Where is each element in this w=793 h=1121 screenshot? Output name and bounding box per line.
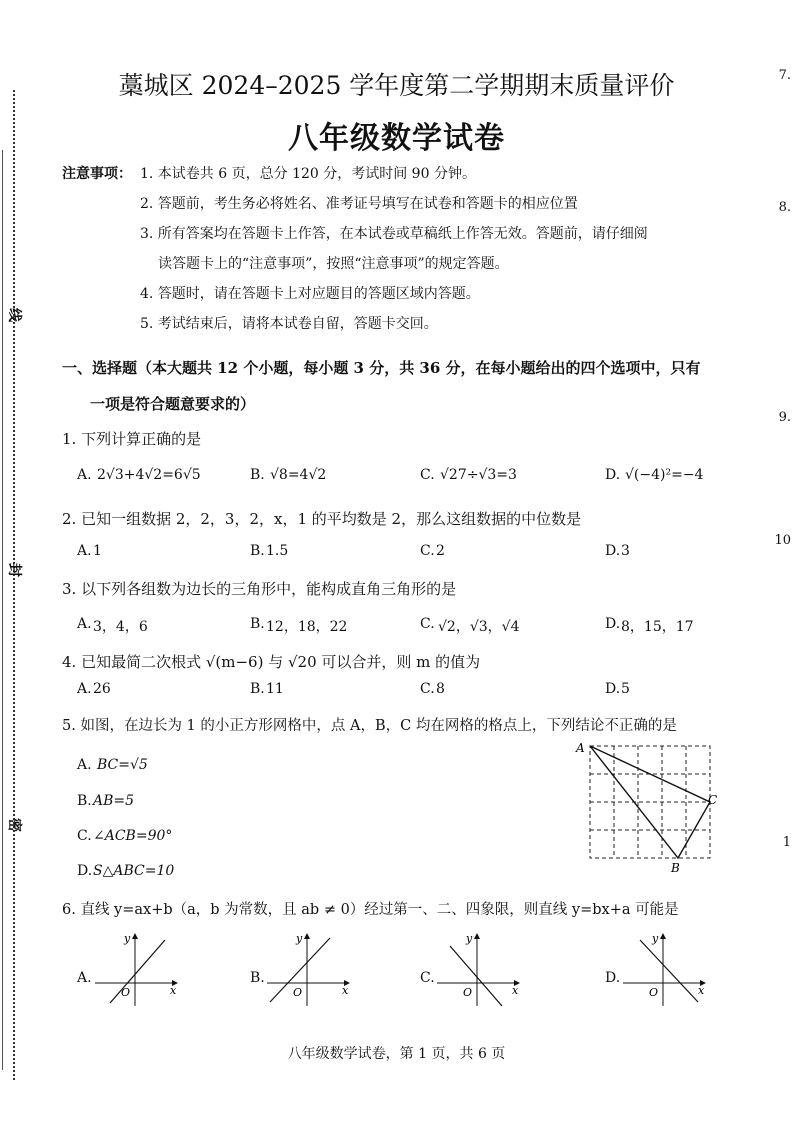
question-stem: 2. 已知一组数据 2，2，3，2，x，1 的平均数是 2，那么这组数据的中位数是 (62, 510, 582, 528)
option-text: 1 (93, 543, 102, 559)
option-label: D. (605, 970, 621, 986)
option-text: ∠ACB=90° (93, 828, 173, 844)
svg-text:O: O (121, 986, 131, 999)
option-text: 3 (621, 543, 630, 559)
note-item: 3. 所有答案均在答题卡上作答，在本试卷或草稿纸上作答无效。答题前，请仔细阅 (140, 226, 648, 242)
svg-text:O: O (463, 986, 473, 999)
page-footer: 八年级数学试卷，第 1 页，共 6 页 (287, 1046, 506, 1062)
option-label: B. (250, 616, 265, 632)
option-text: AB=5 (93, 793, 135, 809)
option-a-graph (90, 928, 185, 1008)
option-text: 12，18，22 (266, 619, 348, 635)
option-text: BC=√5 (97, 757, 148, 773)
option-text: √27÷√3=3 (440, 467, 517, 483)
option-label: C. (420, 543, 435, 559)
option-text: 5 (621, 681, 630, 697)
point-b-label: B (671, 861, 680, 875)
right-margin-number: 1 (782, 835, 791, 850)
option-d-graph (618, 928, 713, 1008)
question-stem: 1. 下列计算正确的是 (62, 430, 202, 448)
option-label: A. (77, 757, 92, 773)
question-stem: 6. 直线 y=ax+b（a，b 为常数，且 ab ≠ 0）经过第一、二、四象限，则直线 y=bx+a 可能是 (62, 902, 679, 918)
section-heading: 一、选择题（本大题共 12 个小题，每小题 3 分，共 36 分，在每小题给出的四个选项中，只有 (62, 359, 701, 377)
svg-text:y: y (296, 932, 303, 945)
option-text: 2 (436, 543, 445, 559)
section-heading-cont: 一项是符合题意要求的） (90, 395, 256, 413)
point-a-label: A (576, 741, 585, 755)
exam-subtitle: 八年级数学试卷 (288, 121, 505, 156)
question-stem: 3. 以下列各组数为边长的三角形中，能构成直角三角形的是 (62, 580, 457, 598)
note-item: 1. 本试卷共 6 页，总分 120 分，考试时间 90 分钟。 (140, 166, 476, 182)
option-text: 1.5 (266, 543, 289, 559)
note-item: 4. 答题时，请在答题卡上对应题目的答题区域内答题。 (140, 286, 480, 302)
option-label: B. (250, 467, 265, 483)
svg-text:x: x (698, 984, 705, 997)
option-text: 3，4，6 (93, 619, 148, 635)
svg-text:O: O (649, 986, 659, 999)
triangle-grid-figure (570, 738, 730, 878)
option-c-graph (432, 928, 527, 1008)
svg-text:x: x (512, 984, 519, 997)
option-text: 11 (266, 681, 284, 697)
option-text: S△ABC=10 (93, 863, 175, 879)
point-c-label: C (708, 793, 718, 807)
option-label: C. (420, 467, 435, 483)
binding-char-mi: 密 (6, 818, 22, 832)
page-edge-line (2, 150, 3, 1070)
option-text: √2，√3，√4 (438, 619, 520, 635)
option-label: B. (250, 543, 265, 559)
option-label: B. (250, 681, 265, 697)
option-label: C. (420, 616, 435, 632)
option-label: A. (77, 467, 92, 483)
svg-text:y: y (652, 932, 659, 945)
question-stem: 4. 已知最简二次根式 √(m−6) 与 √20 可以合并，则 m 的值为 (62, 653, 481, 671)
svg-text:y: y (466, 932, 473, 945)
option-label: A. (77, 681, 92, 697)
svg-text:x: x (342, 984, 349, 997)
option-label: C. (77, 828, 92, 844)
exam-title: 藁城区 2024–2025 学年度第二学期期末质量评价 (118, 71, 675, 100)
option-label: D. (605, 543, 621, 559)
notes-heading: 注意事项： (62, 166, 132, 182)
option-text: 8 (436, 681, 445, 697)
question-stem: 5. 如图，在边长为 1 的小正方形网格中，点 A，B，C 均在网格的格点上，下列结论不正确的是 (62, 718, 677, 734)
svg-text:x: x (170, 984, 177, 997)
binding-char-xian: 线 (6, 308, 22, 322)
option-text: 26 (93, 681, 111, 697)
option-label: B. (77, 793, 92, 809)
option-b-graph (262, 928, 357, 1008)
option-label: D. (605, 467, 621, 483)
note-item: 2. 答题前，考生务必将姓名、准考证号填写在试卷和答题卡的相应位置 (140, 196, 578, 212)
option-text: √(−4)²=−4 (625, 467, 704, 483)
option-label: A. (77, 970, 92, 986)
option-label: D. (77, 863, 93, 879)
option-label: B. (250, 970, 265, 986)
svg-text:O: O (293, 986, 303, 999)
option-text: √8=4√2 (270, 467, 327, 483)
right-margin-number: 9. (778, 410, 791, 425)
option-text: 2√3+4√2=6√5 (97, 467, 201, 483)
binding-dotted-line (13, 90, 15, 1080)
note-item: 读答题卡上的“注意事项”，按照“注意事项”的规定答题。 (158, 256, 509, 272)
option-text: 8，15，17 (621, 619, 694, 635)
option-label: A. (77, 543, 92, 559)
note-item: 5. 考试结束后，请将本试卷自留，答题卡交回。 (140, 316, 438, 332)
right-margin-number: 8. (778, 200, 791, 215)
right-margin-number: 7. (778, 68, 791, 83)
svg-text:y: y (124, 932, 131, 945)
right-margin-number: 10 (774, 533, 791, 548)
option-label: A. (77, 616, 92, 632)
option-label: D. (605, 616, 621, 632)
option-label: D. (605, 681, 621, 697)
binding-char-feng: 封 (6, 563, 22, 577)
dashed-grid (590, 746, 710, 858)
option-label: C. (420, 681, 435, 697)
option-label: C. (420, 970, 435, 986)
